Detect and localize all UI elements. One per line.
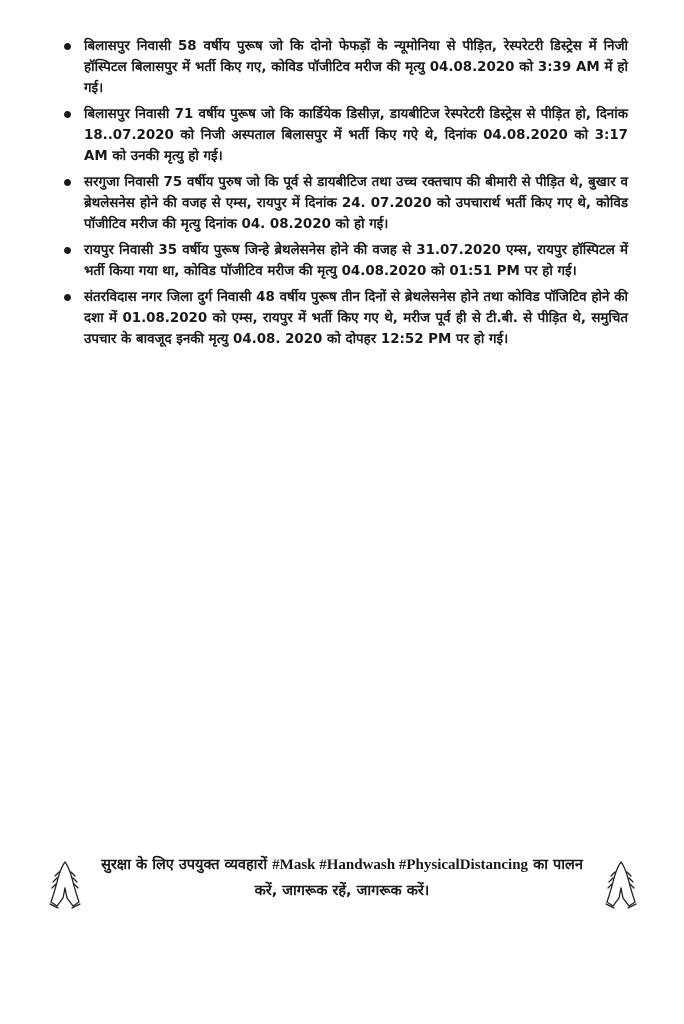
- list-item-text: बिलासपुर निवासी 58 वर्षीय पुरूष जो कि दोनो फेफड़ों के न्यूमोनिया से पीड़ित, रेस्परेटरी डिस्ट्रेस में निजी हॉस्पिटल बिलासपुर में भर्ती किए गए, कोविड पॉजीटिव मरीज की मृत्यु 04.08.2020 को 3:39 AM में हो गई।: [84, 39, 628, 96]
- list-item: [60, 104, 628, 167]
- list-item-text: बिलासपुर निवासी 71 वर्षीय पुरूष जो कि कार्डियेक डिसीज़, डायबीटिज रेस्परेटरी डिस्ट्रेस से पीड़ित हो, दिनांक 18..07.2020 को निजी अस्पताल बिलासपुर में भर्ती किए गऐ थे, दिनांक 04.08.2020 को 3:17 AM को उनकी मृत्यु हो गई।: [84, 107, 628, 164]
- list-item-text: संतरविदास नगर जिला दुर्ग निवासी 48 वर्षीय पुरूष तीन दिनों से ब्रेथलेसनेस होने तथा कोविड पॉजिटिव होने की दशा में 01.08.2020 को एम्स, रायपुर में भर्ती किए गए थे, मरीज पूर्व ही से टी.बी. से पीड़ित थे, समुचित उपचार के बावजूद इनकी मृत्यु 04.08. 2020 को दोपहर 12:52 PM पर हो गई।: [84, 290, 628, 347]
- bullet-dot-icon: [64, 111, 71, 118]
- bulletin-list: [60, 36, 628, 355]
- list-item: [60, 172, 628, 235]
- bullet-dot-icon: [64, 247, 71, 254]
- bullet-dot-icon: [64, 294, 71, 301]
- safety-message-text: सुरक्षा के लिए उपयुक्त व्यवहारों: [101, 857, 273, 873]
- folded-hands-icon: [48, 858, 82, 910]
- folded-hands-icon: [604, 858, 638, 910]
- list-item: [60, 240, 628, 282]
- safety-hashtags: #Mask #Handwash #PhysicalDistancing: [272, 857, 529, 873]
- list-item-text: रायपुर निवासी 35 वर्षीय पुरूष जिन्हे ब्रेथलेसनेस होने की वजह से 31.07.2020 एम्स, रायपुर हॉस्पिटल में भर्ती किया गया था, कोविड पॉजीटिव मरीज की मृत्यु 04.08.2020 को 01:51 PM पर हो गई।: [84, 243, 628, 279]
- list-item: [60, 36, 628, 99]
- list-item-text: सरगुजा निवासी 75 वर्षीय पुरुष जो कि पूर्व से डायबीटिज तथा उच्च रक्तचाप की बीमारी से पीड़ित थे, बुखार व ब्रेथलेसनेस होने की वजह से एम्स, रायपुर में दिनांक 24. 07.2020 को उपचारार्थ भर्ती किए गए थे, कोविड पॉजीटिव मरीज की मृत्यु दिनांक 04. 08.2020 को हो गई।: [84, 175, 628, 232]
- safety-message-text-end: का पालन करें, जागरूक रहें, जागरूक करें।: [254, 857, 583, 899]
- bullet-dot-icon: [64, 179, 71, 186]
- list-item: [60, 287, 628, 350]
- bullet-dot-icon: [64, 43, 71, 50]
- safety-message: [90, 852, 594, 904]
